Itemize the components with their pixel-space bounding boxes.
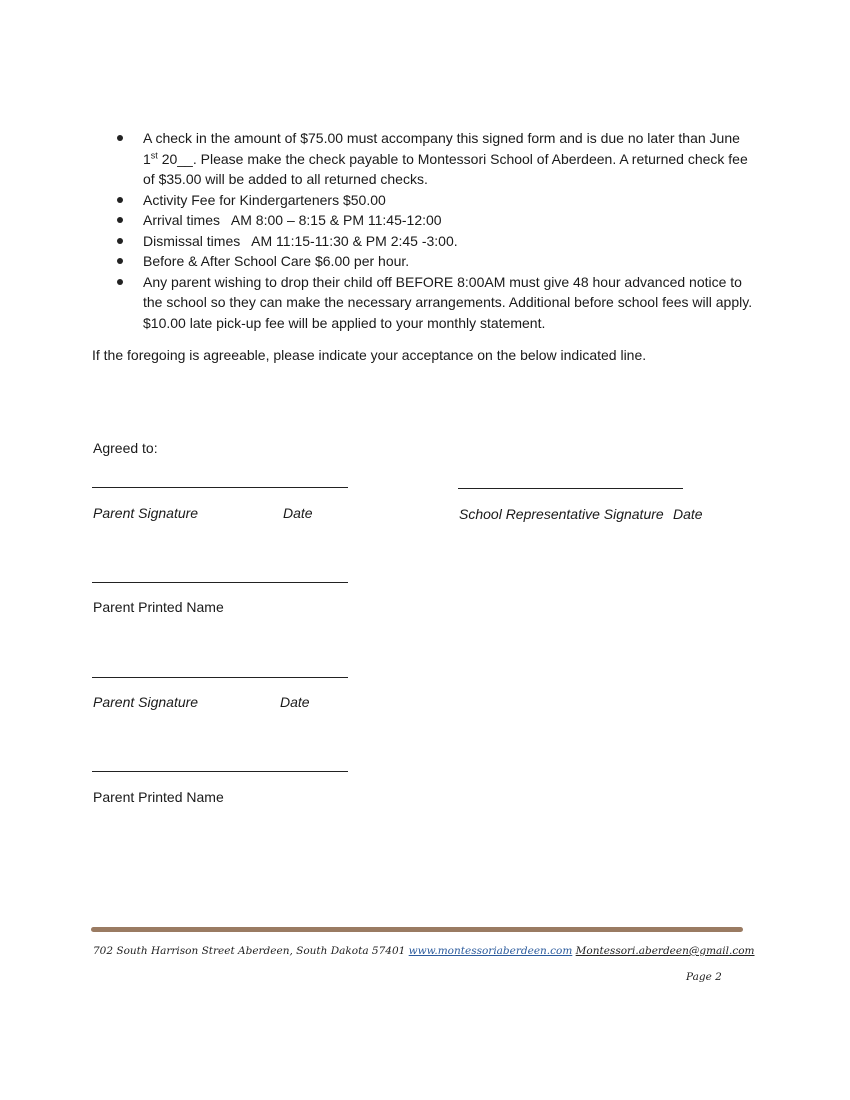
arrival-times: AM 8:00 – 8:15 & PM 11:45-12:00 (230, 212, 442, 228)
list-item (115, 128, 755, 190)
early-dropoff-text: Any parent wishing to drop their child off BEFORE 8:00AM must give 48 hour advanced notice to the school so they can make the necessary arrangements. Additional before school fees will apply. $10.00 late pick-up fee will be applied to your monthly statement. (143, 273, 753, 331)
arrival-label: Arrival times (143, 212, 221, 228)
list-item (115, 190, 755, 211)
list-item (115, 231, 755, 252)
parent-printed-name-line-1[interactable] (92, 582, 348, 583)
email-link[interactable]: Montessori.aberdeen@gmail.com (575, 945, 755, 957)
parent-signature-line-2[interactable] (92, 677, 348, 678)
parent-printed-name-label-2: Parent Printed Name (93, 789, 224, 805)
agreed-label: Agreed to: (93, 440, 158, 456)
dismissal-times: AM 11:15-11:30 & PM 2:45 -3:00. (251, 232, 458, 249)
parent-signature-label-2: Parent Signature (93, 694, 199, 710)
list-item (115, 210, 755, 231)
terms-list (115, 128, 755, 333)
footer-address: 702 South Harrison Street Aberdeen, South Dakota 57401 (93, 945, 406, 957)
list-item (115, 251, 755, 272)
date-label-1: Date (283, 505, 313, 521)
dismissal-label: Dismissal times (143, 232, 241, 249)
care-fee-text: Before & After School Care $6.00 per hour. (143, 253, 410, 269)
activity-fee-text: Activity Fee for Kindergarteners $50.00 (143, 191, 386, 208)
ordinal-suffix: st (150, 149, 158, 160)
check-term-text-2: 20__. Please make the check payable to Montessori School of Aberdeen. A returned check fee of $35.00 will be added to all returned checks. (143, 150, 748, 187)
school-rep-signature-label: School Representative Signature (459, 506, 664, 522)
website-link[interactable]: www.montessoriaberdeen.com (408, 945, 573, 957)
list-item (115, 272, 755, 334)
page-number: Page 2 (686, 971, 722, 983)
school-rep-date-label: Date (673, 506, 703, 522)
footer-contact (93, 945, 755, 957)
check-term-text-1: A check in the amount of $75.00 must accompany this signed form and is due no later than June 1 (143, 130, 740, 167)
acceptance-text: If the foregoing is agreeable, please indicate your acceptance on the below indicated line. (92, 347, 647, 363)
parent-signature-line-1[interactable] (92, 487, 348, 488)
parent-signature-label-1: Parent Signature (93, 505, 199, 521)
parent-printed-name-label-1: Parent Printed Name (93, 599, 224, 615)
date-label-2: Date (280, 694, 310, 710)
parent-printed-name-line-2[interactable] (92, 771, 348, 772)
footer-divider (91, 927, 743, 932)
school-rep-signature-line[interactable] (458, 488, 683, 489)
